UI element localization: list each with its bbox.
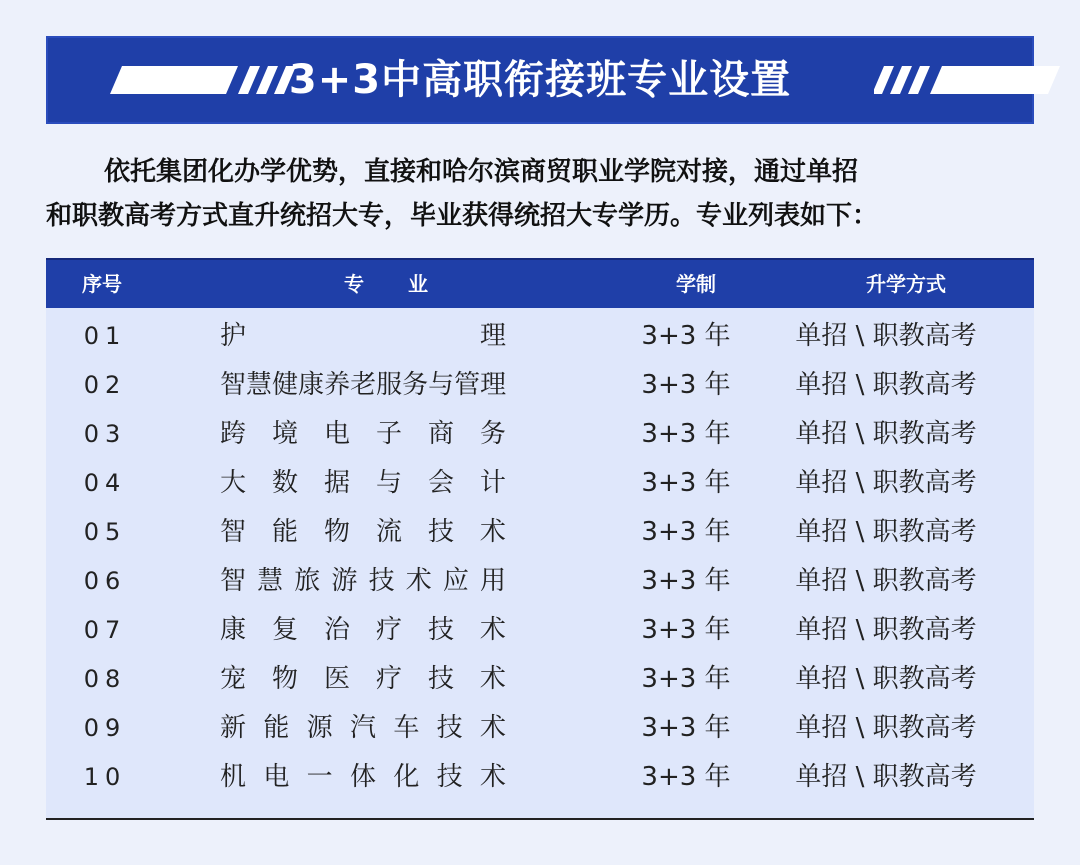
row-major: 护 理 xyxy=(220,321,506,351)
row-major: 智 慧 旅 游 技 术 应 用 xyxy=(220,566,506,596)
table-row xyxy=(46,459,1034,507)
stripes-decoration-right xyxy=(874,66,1074,94)
row-mode: 单招 \ 职教高考 xyxy=(795,419,977,449)
row-major: 智 能 物 流 技 术 xyxy=(220,517,506,547)
row-number: 01 xyxy=(83,322,127,350)
table-row xyxy=(46,704,1034,752)
table-row xyxy=(46,361,1034,409)
table-row xyxy=(46,557,1034,605)
row-years: 3+3 年 xyxy=(641,664,731,694)
title-banner xyxy=(46,36,1034,124)
row-major: 康 复 治 疗 技 术 xyxy=(220,615,506,645)
header-no: 序号 xyxy=(82,272,122,296)
row-years: 3+3 年 xyxy=(641,419,731,449)
row-years: 3+3 年 xyxy=(641,615,731,645)
row-mode: 单招 \ 职教高考 xyxy=(795,664,977,694)
majors-table xyxy=(46,258,1034,820)
row-mode: 单招 \ 职教高考 xyxy=(795,566,977,596)
row-years: 3+3 年 xyxy=(641,468,731,498)
row-major: 大 数 据 与 会 计 xyxy=(220,468,506,498)
header-major: 专业 xyxy=(344,272,472,296)
page-title: 3+3中高职衔接班专业设置 xyxy=(288,57,792,103)
row-years: 3+3 年 xyxy=(641,321,731,351)
row-number: 06 xyxy=(83,567,127,595)
row-years: 3+3 年 xyxy=(641,517,731,547)
row-mode: 单招 \ 职教高考 xyxy=(795,517,977,547)
row-mode: 单招 \ 职教高考 xyxy=(795,321,977,351)
row-years: 3+3 年 xyxy=(641,762,731,792)
intro-line: 和职教高考方式直升统招大专，毕业获得统招大专学历。专业列表如下： xyxy=(46,201,879,231)
header-mode: 升学方式 xyxy=(866,272,946,296)
row-major: 跨 境 电 子 商 务 xyxy=(220,419,506,449)
row-mode: 单招 \ 职教高考 xyxy=(795,468,977,498)
table-row xyxy=(46,508,1034,556)
row-mode: 单招 \ 职教高考 xyxy=(795,762,977,792)
row-major: 机 电 一 体 化 技 术 xyxy=(220,762,506,792)
table-row xyxy=(46,606,1034,654)
row-mode: 单招 \ 职教高考 xyxy=(795,615,977,645)
row-number: 02 xyxy=(83,371,127,399)
header-years: 学制 xyxy=(676,272,716,296)
row-number: 07 xyxy=(83,616,127,644)
row-number: 04 xyxy=(83,469,127,497)
row-number: 03 xyxy=(83,420,127,448)
table-row xyxy=(46,410,1034,458)
row-mode: 单招 \ 职教高考 xyxy=(795,370,977,400)
row-years: 3+3 年 xyxy=(641,370,731,400)
table-header xyxy=(46,258,1034,308)
row-major: 宠 物 医 疗 技 术 xyxy=(220,664,506,694)
row-number: 10 xyxy=(83,763,127,791)
row-years: 3+3 年 xyxy=(641,566,731,596)
table-row xyxy=(46,312,1034,360)
intro-line: 依托集团化办学优势，直接和哈尔滨商贸职业学院对接，通过单招 xyxy=(104,157,859,187)
row-number: 05 xyxy=(83,518,127,546)
row-number: 09 xyxy=(83,714,127,742)
row-major: 新 能 源 汽 车 技 术 xyxy=(220,713,506,743)
intro-paragraph xyxy=(46,150,1036,238)
row-years: 3+3 年 xyxy=(641,713,731,743)
row-number: 08 xyxy=(83,665,127,693)
row-mode: 单招 \ 职教高考 xyxy=(795,713,977,743)
table-row xyxy=(46,655,1034,703)
table-row xyxy=(46,753,1034,801)
row-major: 智 慧 健 康 养 老 服 务 与 管 理 xyxy=(220,370,507,400)
